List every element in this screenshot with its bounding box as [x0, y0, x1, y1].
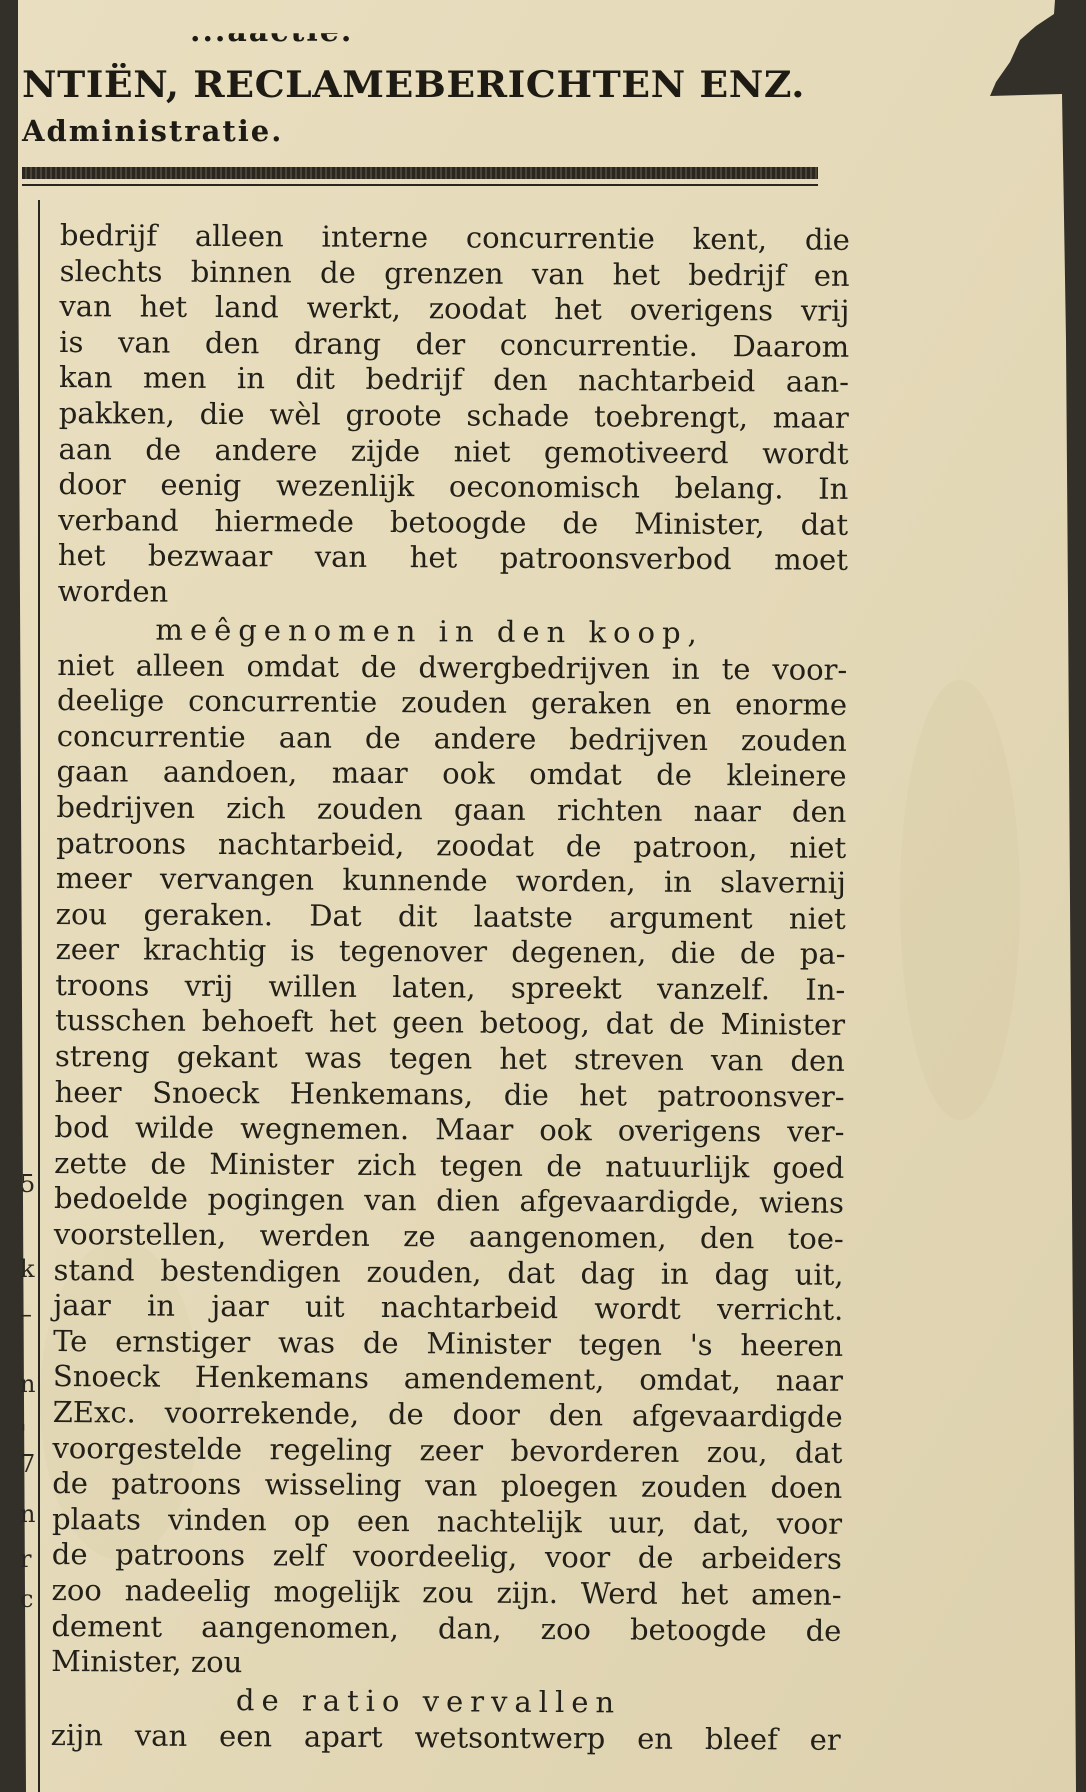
text-line: bedrijven zich zouden gaan richten naar den: [56, 789, 847, 829]
text-line: Snoeck Henkemans amendement, omdat, naar: [52, 1359, 844, 1399]
text-line: van het land werkt, zoodat het overigens vrij: [59, 289, 850, 329]
text-line: zou geraken. Dat dit laatste argument niet: [55, 896, 846, 936]
text-line: is van den drang der concurrentie. Daarom: [59, 324, 850, 364]
text-line: kan men in dit bedrijf den nachtarbeid aan-: [58, 360, 850, 400]
text-line: niet alleen omdat de dwergbedrijven in te voor-: [57, 647, 848, 687]
masthead-rule-thin: [22, 184, 818, 186]
text-line: deelige concurrentie zouden geraken en enorme: [56, 683, 848, 722]
margin-fragment: 7: [20, 1450, 36, 1478]
masthead-subtitle: Administratie.: [22, 114, 284, 148]
text-line: dement aangenomen, dan, zoo betoogde de: [51, 1608, 842, 1648]
margin-fragment: n: [20, 1370, 36, 1398]
article-body: [51, 218, 850, 1758]
text-line: troons vrij willen laten, spreekt vanzelf. In-: [55, 967, 846, 1007]
text-line: het bezwaar van het patroonsverbod moet: [57, 538, 849, 578]
text-line: stand bestendigen zouden, dat dag in dag uit,: [53, 1252, 844, 1292]
text-line: voorgestelde regeling zeer bevorderen zou, dat: [52, 1430, 843, 1470]
masthead-rule: [22, 167, 818, 179]
text-line: jaar in jaar uit nachtarbeid wordt verricht.: [53, 1288, 844, 1328]
paragraph-1: [58, 218, 850, 614]
text-line: plaats vinden op een nachtelijk uur, dat, voor: [51, 1501, 843, 1541]
text-line: meer vervangen kunnende worden, in slavernij: [55, 861, 847, 900]
margin-fragment: ': [20, 1420, 27, 1448]
text-line: Minister, zou: [51, 1644, 243, 1680]
text-line: concurrentie aan de andere bedrijven zouden: [56, 718, 847, 758]
text-line: streng gekant was tegen het streven van den: [54, 1039, 845, 1078]
text-line: gaan aandoen, maar ook omdat de kleinere: [56, 754, 847, 794]
subheading-2: de ratio vervallen: [235, 1682, 622, 1720]
text-line: verband hiermede betoogde de Minister, dat: [58, 502, 849, 542]
margin-fragment: n: [20, 1500, 36, 1528]
margin-fragment: 5: [20, 1170, 36, 1198]
text-line: slechts binnen de grenzen van het bedrijf en: [59, 253, 850, 293]
text-line: bedrijf alleen interne concurrentie kent, die: [59, 218, 850, 257]
text-line: zette de Minister zich tegen de natuurlijk goed: [54, 1145, 845, 1185]
subheading-1: meêgenomen in den koop,: [155, 612, 704, 650]
text-line: zeer krachtig is tegenover degenen, die de pa-: [55, 932, 846, 972]
text-line: ZExc. voorrekende, de door den afgevaardigde: [52, 1394, 843, 1434]
paragraph-3: [51, 1718, 841, 1758]
text-line: heer Snoeck Henkemans, die het patroonsver-: [54, 1074, 845, 1114]
text-line: bedoelde pogingen van dien afgevaardigde, wiens: [53, 1181, 845, 1221]
text-line: voorstellen, werden ze aangenomen, den toe-: [53, 1217, 844, 1256]
masthead-title: NTIËN, RECLAMEBERICHTEN ENZ.: [22, 64, 805, 106]
margin-fragment: –: [20, 1300, 32, 1328]
column-rule: [38, 200, 40, 1792]
text-line: patroons nachtarbeid, zoodat de patroon, niet: [56, 825, 847, 865]
text-line: door eenig wezenlijk oeconomisch belang. In: [58, 467, 849, 506]
text-line: pakken, die wèl groote schade toebrengt, maar: [58, 395, 849, 435]
text-line: worden: [57, 573, 169, 609]
text-line: zoo nadeelig mogelijk zou zijn. Werd het amen-: [51, 1572, 842, 1612]
text-line: zijn van een apart wetsontwerp en bleef er: [50, 1717, 841, 1757]
text-line: tusschen behoeft het geen betoog, dat de Minister: [54, 1003, 846, 1043]
text-line: Te ernstiger was de Minister tegen 's heeren: [53, 1323, 844, 1363]
margin-fragment: k: [20, 1255, 35, 1283]
text-line: de patroons wisseling van ploegen zouden doen: [52, 1466, 843, 1505]
text-line: aan de andere zijde niet gemotiveerd wordt: [58, 431, 849, 471]
paragraph-2: [51, 648, 847, 1685]
text-line: de patroons zelf voordeelig, voor de arbeiders: [51, 1537, 842, 1577]
margin-fragment: c: [20, 1585, 34, 1613]
margin-fragment: r: [20, 1545, 32, 1573]
text-line: bod wilde wegnemen. Maar ook overigens ver-: [54, 1110, 845, 1150]
